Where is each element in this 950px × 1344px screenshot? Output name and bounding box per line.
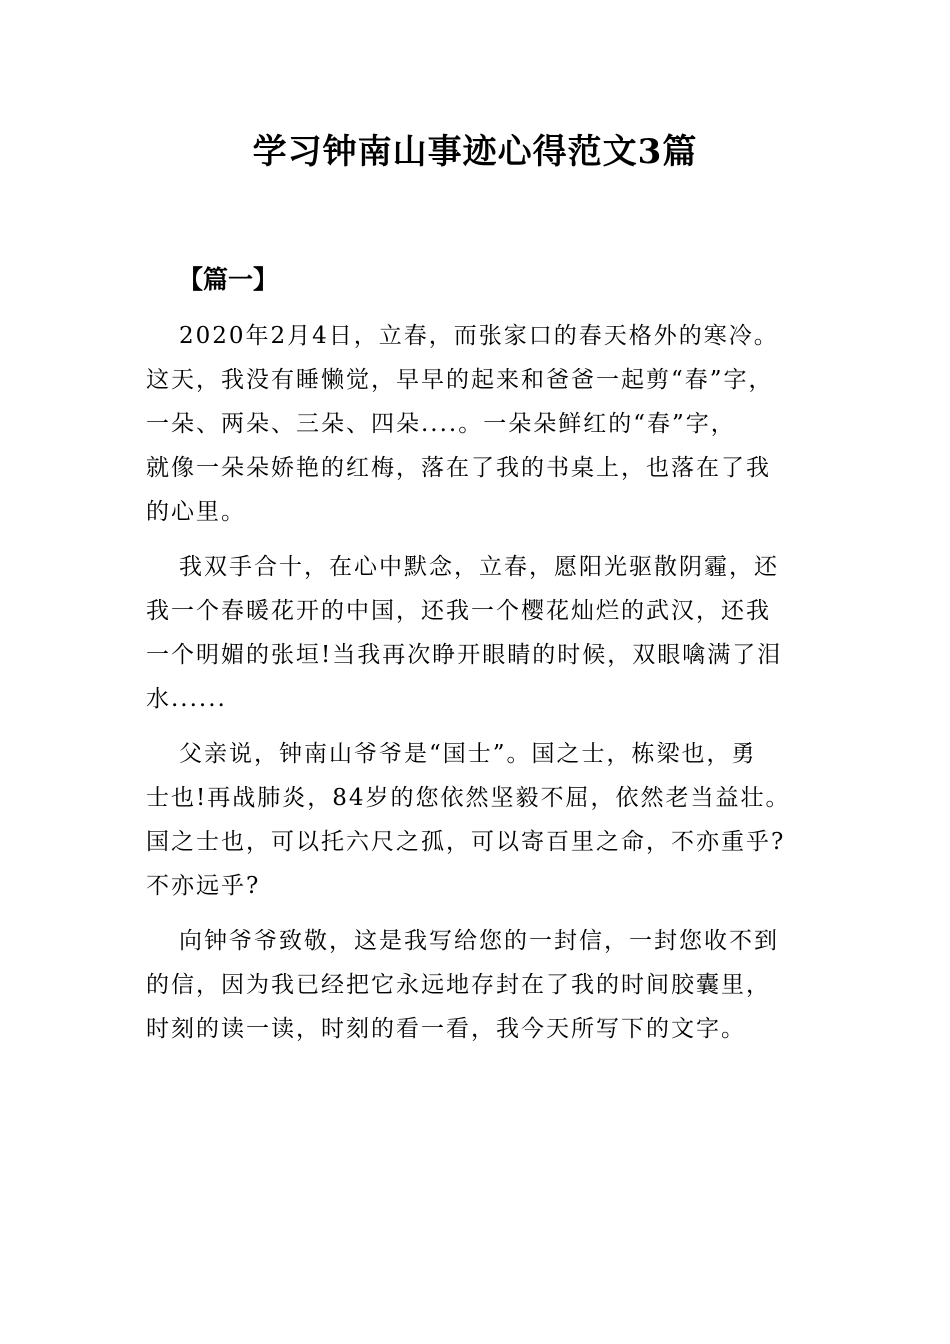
paragraph-line: 我双手合十，在心中默念，立春，愿阳光驱散阴霾，还 — [179, 554, 779, 580]
paragraph-line: 水...... — [146, 686, 227, 712]
paragraph-line: 这天，我没有睡懒觉，早早的起来和爸爸一起剪“春”字， — [146, 367, 774, 393]
paragraph-line: 我一个春暖花开的中国，还我一个樱花灿烂的武汉，还我 — [146, 598, 771, 624]
paragraph-4 — [146, 919, 806, 1051]
paragraph-line: 一个明媚的张垣!当我再次睁开眼睛的时候，双眼噙满了泪 — [146, 642, 783, 668]
paragraph-line: 国之士也，可以托六尺之孤，可以寄百里之命，不亦重乎? — [146, 829, 786, 855]
paragraph-2 — [146, 545, 806, 721]
paragraph-line: 就像一朵朵娇艳的红梅，落在了我的书桌上，也落在了我 — [146, 455, 771, 481]
paragraph-line: 父亲说，钟南山爷爷是“国士”。国之士，栋梁也，勇 — [179, 741, 757, 767]
paragraph-1 — [146, 314, 806, 534]
paragraph-line: 的信，因为我已经把它永远地存封在了我的时间胶囊里， — [146, 972, 771, 998]
paragraph-line: 的心里。 — [146, 499, 246, 525]
paragraph-3 — [146, 732, 806, 908]
paragraph-line: 不亦远乎? — [146, 873, 261, 899]
paragraph-line: 时刻的读一读，时刻的看一看，我今天所写下的文字。 — [146, 1016, 746, 1042]
section-heading: 【篇一】 — [178, 265, 279, 294]
document-title: 学习钟南山事迹心得范文3篇 — [252, 132, 698, 172]
paragraph-line: 2020年2月4日，立春，而张家口的春天格外的寒冷。 — [179, 323, 779, 349]
paragraph-line: 士也!再战肺炎，84岁的您依然坚毅不屈，依然老当益壮。 — [146, 785, 791, 811]
document-body — [146, 314, 806, 1062]
paragraph-line: 一朵、两朵、三朵、四朵....。一朵朵鲜红的“春”字， — [146, 411, 736, 437]
paragraph-line: 向钟爷爷致敬，这是我写给您的一封信，一封您收不到 — [179, 928, 779, 954]
